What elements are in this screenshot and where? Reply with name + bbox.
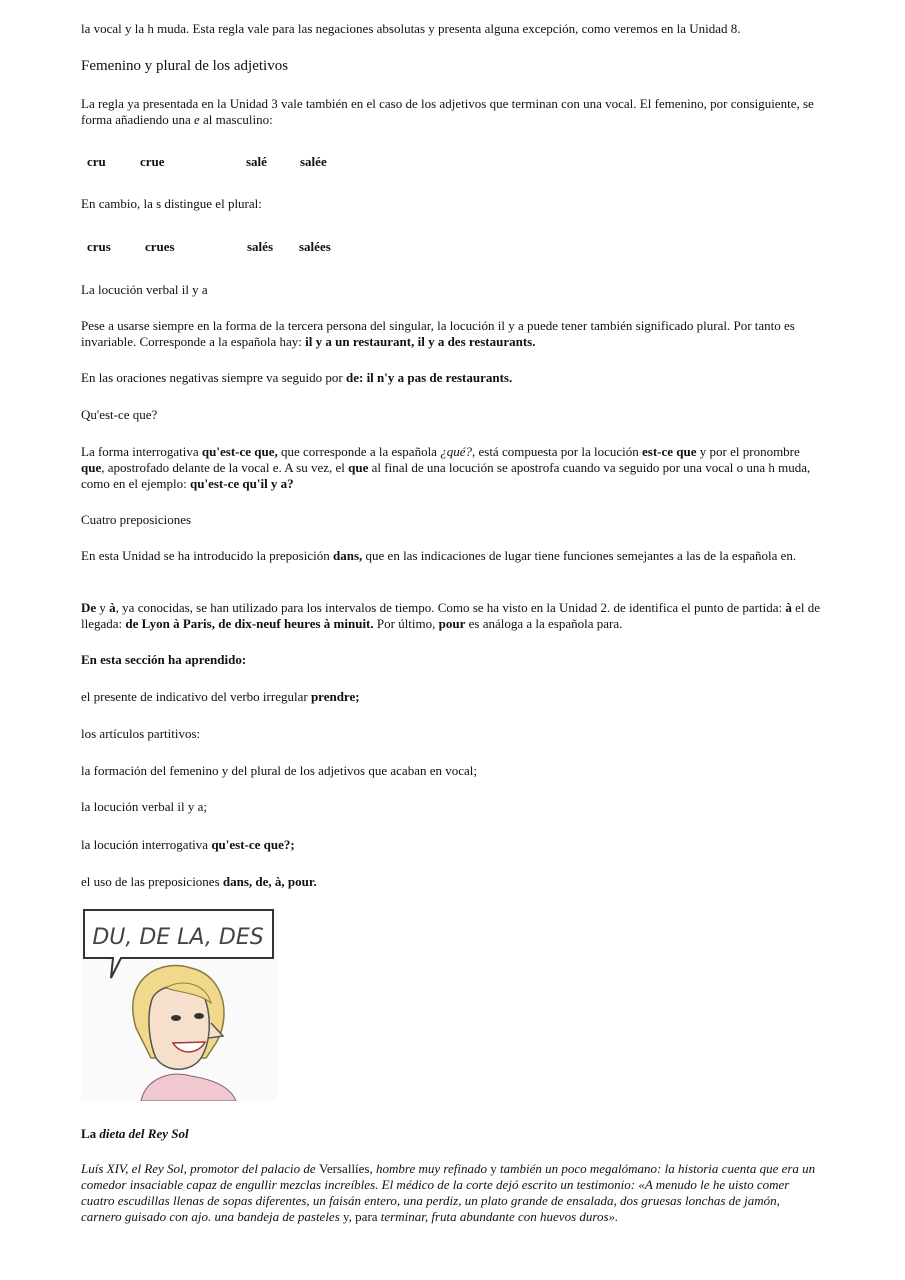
summary-item: la formación del femenino y del plural de los adjetivos que acaban en vocal; — [81, 763, 477, 778]
section-heading-il-y-a: La locución verbal il y a — [81, 282, 208, 297]
word-cell: crus — [87, 239, 111, 254]
article-body: Luís XIV, el Rey Sol, promotor del palacio de Versallíes, hombre muy refinado y también un poco megalómano: la historia cuenta que era un comedor insaciable capaz de engullir mezclas increíbles. El médico de la corte dejó escrito un testimonio: «A menudo le he uisto comer cuatro escudillas llenas de sopas diferentes, un faisán entero, una perdiz, un plato grande de ensalada, dos gruesas lonchas de jamón, carnero guisado con ajo. una bandeja de pasteles y, para terminar, fruta abundante con huevos duros». — [81, 1161, 816, 1224]
word-cell: crue — [140, 154, 165, 169]
paragraph-plural: En cambio, la s distingue el plural: — [81, 196, 262, 211]
paragraph-negatives: En las oraciones negativas siempre va seguido por de: il n'y a pas de restaurants. — [81, 370, 513, 385]
summary-item: el presente de indicativo del verbo irregular prendre; — [81, 689, 360, 704]
paragraph-adjectives-feminine: La regla ya presentada en la Unidad 3 vale también en el caso de los adjetivos que terminan con una vocal. El femenino, por consiguiente, se forma añadiendo una e al masculino: — [81, 96, 814, 127]
summary-item: la locución verbal il y a; — [81, 799, 207, 814]
intro-line: la vocal y la h muda. Esta regla vale para las negaciones absolutas y presenta alguna excepción, como veremos en la Unidad 8. — [81, 21, 741, 36]
paragraph-il-y-a: Pese a usarse siempre en la forma de la tercera persona del singular, la locución il y a puede tener también significado plural. Por tanto es invariable. Corresponde a la española hay: il y a un restaurant, il y a des restaurants. — [81, 318, 795, 349]
summary-item: los artículos partitivos: — [81, 726, 201, 741]
word-cell: cru — [87, 154, 106, 169]
word-cell: crues — [145, 239, 175, 254]
word-cell: salé — [246, 154, 267, 169]
speech-bubble-text: DU, DE LA, DES — [92, 925, 264, 950]
paragraph-dans: En esta Unidad se ha introducido la preposición dans, que en las indicaciones de lugar tiene funciones semejantes a las de la española en. — [81, 548, 797, 563]
word-cell: salée — [300, 154, 327, 169]
section-heading-prepositions: Cuatro preposiciones — [81, 512, 192, 527]
paragraph-de-a-pour: De y à, ya conocidas, se han utilizado para los intervalos de tiempo. Como se ha visto en la Unidad 2. de identifica el punto de partida: à el de llegada: de Lyon à Paris, de dix-neuf heures à minuit. Por último, pour es análoga a la española para. — [81, 600, 821, 631]
cartoon-illustration — [81, 908, 277, 1101]
summary-heading: En esta sección ha aprendido: — [81, 652, 247, 667]
word-cell: salés — [247, 239, 273, 254]
paragraph-questce: La forma interrogativa qu'est-ce que, que corresponde a la española ¿qué?, está compuesta por la locución est-ce que y por el pronombre que, apostrofado delante de la vocal e. A su vez, el que al final de una locución se apostrofa cuando va seguido por una vocal o una h muda, como en el ejemplo: qu'est-ce qu'il y a? — [81, 444, 811, 491]
section-heading-questce: Qu'est-ce que? — [81, 407, 158, 422]
section-heading-adjectives: Femenino y plural de los adjetivos — [81, 58, 289, 74]
summary-item: la locución interrogativa qu'est-ce que?; — [81, 837, 295, 852]
word-cell: salées — [299, 239, 331, 254]
article-title: La dieta del Rey Sol — [81, 1126, 189, 1141]
summary-item: el uso de las preposiciones dans, de, à, pour. — [81, 874, 317, 889]
